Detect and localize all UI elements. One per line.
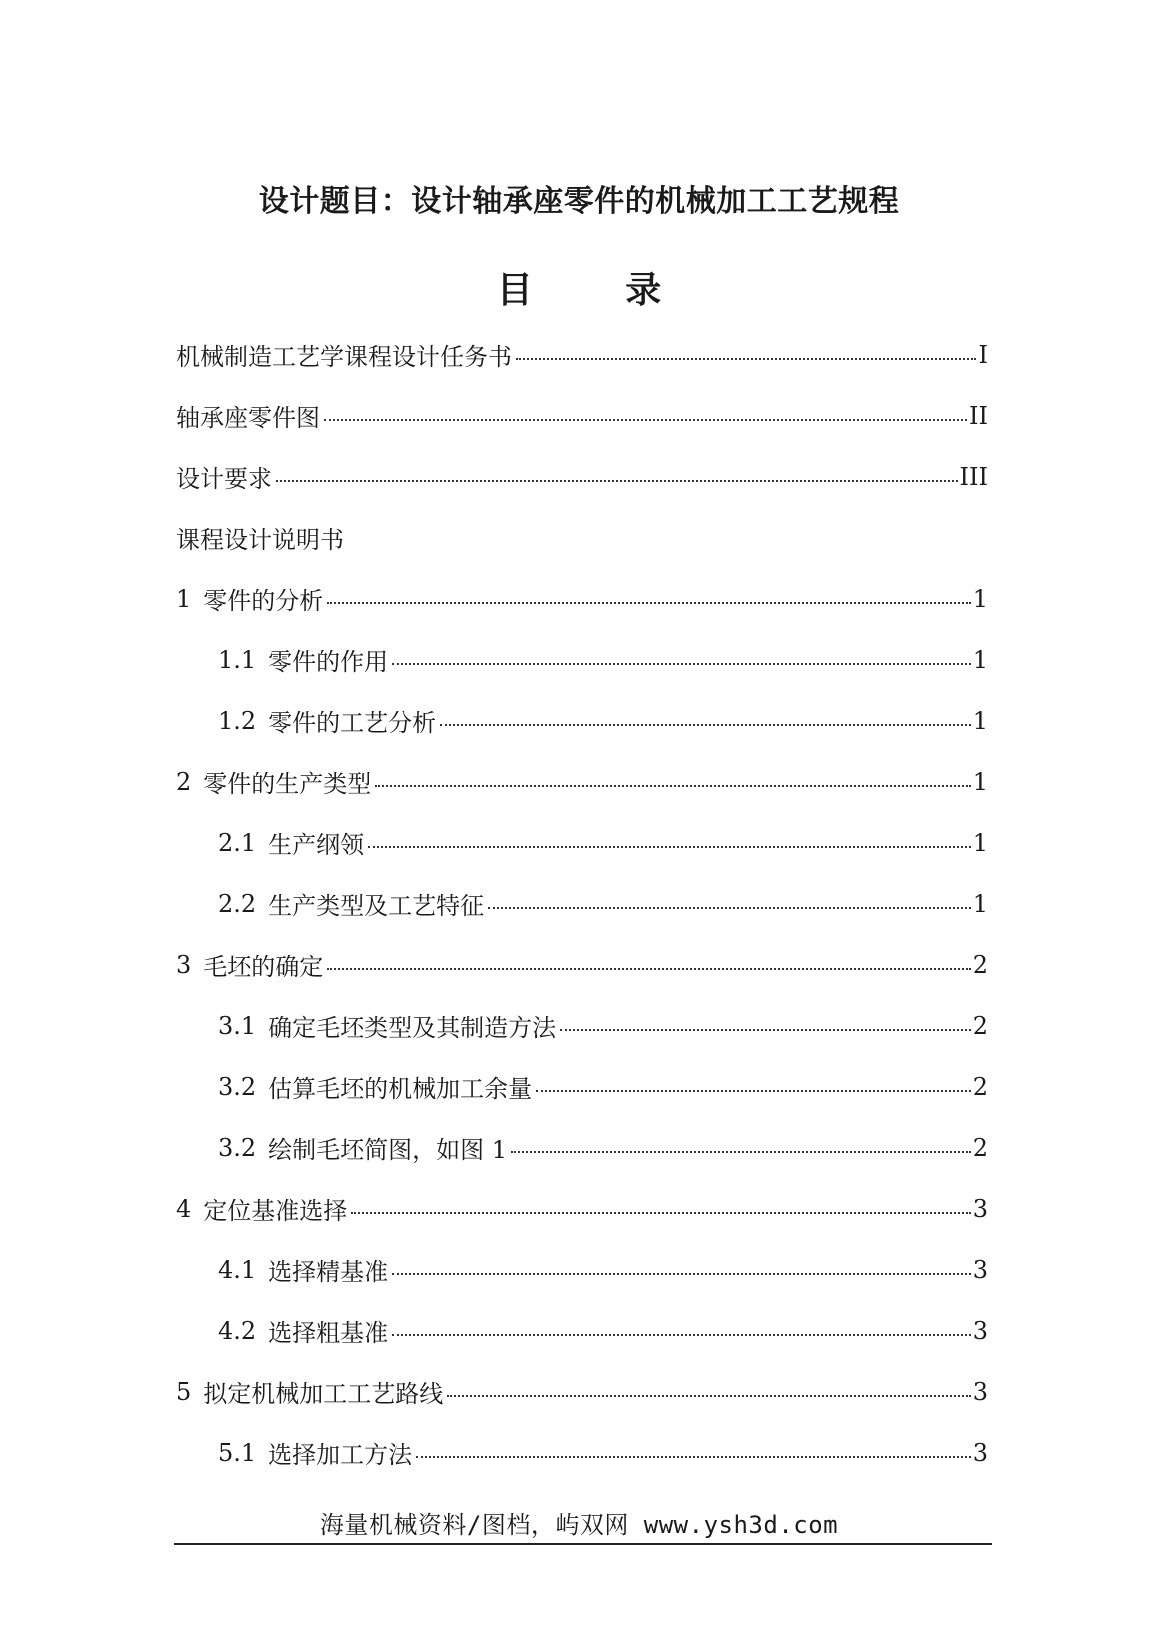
toc-dot-leader (392, 663, 971, 665)
toc-entry (176, 1361, 988, 1422)
toc-entry-title: 设计要求 (176, 465, 272, 493)
toc-entry-title: 轴承座零件图 (176, 404, 320, 432)
toc-entry-title: 估算毛坯的机械加工余量 (268, 1075, 533, 1103)
toc-entry-page: 2 (972, 1072, 988, 1101)
toc-entry (176, 690, 988, 751)
toc-entry-title: 选择粗基准 (268, 1319, 389, 1347)
toc-entry-number: 5 (176, 1377, 192, 1406)
toc-dot-leader (516, 358, 976, 360)
toc-entry-title: 毛坯的确定 (203, 953, 324, 981)
toc-entry-page: 1 (972, 828, 988, 857)
toc-heading: 目 录 (496, 269, 702, 311)
toc-entry-page: 3 (972, 1438, 988, 1467)
toc-entry-page: I (978, 340, 988, 369)
toc-entry (176, 507, 988, 568)
table-of-contents (176, 324, 988, 1483)
toc-entry-page: 3 (972, 1194, 988, 1223)
toc-entry-number: 3.2 (218, 1072, 257, 1101)
toc-dot-leader (511, 1151, 971, 1153)
toc-entry-number: 2.2 (218, 889, 257, 918)
toc-entry-title: 零件的工艺分析 (268, 709, 437, 737)
toc-entry-page: 1 (972, 645, 988, 674)
toc-entry (176, 446, 988, 507)
toc-entry-title: 选择精基准 (268, 1258, 389, 1286)
toc-dot-leader (560, 1029, 971, 1031)
toc-entry (176, 1422, 988, 1483)
toc-dot-leader (440, 724, 971, 726)
toc-entry-number: 4.1 (218, 1255, 257, 1284)
toc-dot-leader (447, 1395, 970, 1397)
toc-entry-page: 2 (972, 1133, 988, 1162)
design-title: 设计题目：设计轴承座零件的机械加工工艺规程 (258, 184, 900, 219)
toc-entry-title: 生产纲领 (268, 831, 365, 859)
toc-dot-leader (488, 907, 971, 909)
toc-dot-leader (416, 1456, 971, 1458)
toc-dot-leader (375, 785, 970, 787)
toc-entry-page: II (969, 401, 988, 430)
toc-dot-leader (351, 1212, 970, 1214)
toc-entry-number: 4 (176, 1194, 192, 1223)
toc-entry-title: 零件的作用 (268, 648, 389, 676)
toc-entry-page: 1 (972, 889, 988, 918)
toc-entry-number: 1 (176, 584, 192, 613)
toc-dot-leader (368, 846, 971, 848)
toc-entry-title: 零件的分析 (203, 587, 324, 615)
toc-dot-leader (276, 480, 958, 482)
toc-entry-number: 2 (176, 767, 192, 796)
toc-entry-number: 4.2 (218, 1316, 257, 1345)
toc-dot-leader (392, 1273, 971, 1275)
toc-entry-title: 定位基准选择 (203, 1197, 348, 1225)
toc-entry-page: 1 (972, 767, 988, 796)
toc-entry-page: 2 (972, 1011, 988, 1040)
toc-entry-title: 课程设计说明书 (176, 526, 344, 554)
toc-entry-page: 3 (972, 1255, 988, 1284)
toc-entry-page: 2 (972, 950, 988, 979)
toc-entry-title: 生产类型及工艺特征 (268, 892, 485, 920)
footer-rule (174, 1543, 992, 1545)
toc-entry-number: 3 (176, 950, 192, 979)
toc-entry-number: 2.1 (218, 828, 257, 857)
toc-entry (176, 1056, 988, 1117)
toc-entry (176, 385, 988, 446)
toc-entry-page: 1 (972, 706, 988, 735)
toc-entry-title: 绘制毛坯简图，如图 1 (268, 1136, 508, 1164)
toc-entry-number: 3.1 (218, 1011, 257, 1040)
toc-dot-leader (392, 1334, 971, 1336)
toc-entry-title: 机械制造工艺学课程设计任务书 (176, 343, 512, 371)
footer-watermark: 海量机械资料/图档，屿双网 www.ysh3d.com (319, 1511, 839, 1539)
toc-entry-page: III (959, 462, 988, 491)
toc-entry (176, 751, 988, 812)
toc-entry (176, 812, 988, 873)
toc-entry (176, 934, 988, 995)
toc-entry-number: 3.2 (218, 1133, 257, 1162)
toc-entry (176, 1239, 988, 1300)
toc-entry (176, 1300, 988, 1361)
toc-entry-title: 拟定机械加工工艺路线 (203, 1380, 444, 1408)
toc-entry-title: 零件的生产类型 (203, 770, 372, 798)
toc-entry-number: 1.2 (218, 706, 257, 735)
toc-entry (176, 324, 988, 385)
toc-entry (176, 1117, 988, 1178)
toc-dot-leader (327, 968, 970, 970)
toc-entry (176, 568, 988, 629)
toc-dot-leader (536, 1090, 971, 1092)
toc-entry-page: 1 (972, 584, 988, 613)
toc-entry-number: 5.1 (218, 1438, 257, 1467)
toc-entry-title: 确定毛坯类型及其制造方法 (268, 1014, 557, 1042)
toc-entry (176, 1178, 988, 1239)
toc-entry-number: 1.1 (218, 645, 257, 674)
toc-entry (176, 629, 988, 690)
toc-dot-leader (327, 602, 970, 604)
toc-entry (176, 995, 988, 1056)
toc-entry (176, 873, 988, 934)
toc-entry-page: 3 (972, 1377, 988, 1406)
toc-entry-page: 3 (972, 1316, 988, 1345)
toc-entry-title: 选择加工方法 (268, 1441, 413, 1469)
toc-dot-leader (324, 419, 967, 421)
